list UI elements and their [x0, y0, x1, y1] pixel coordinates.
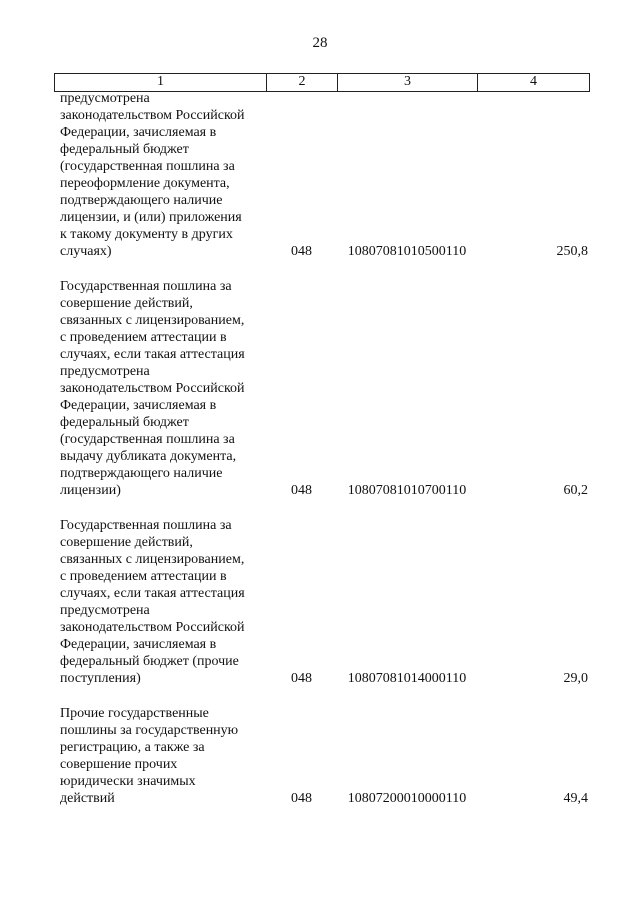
row-admin-code: 048 — [291, 483, 312, 498]
row-description: предусмотрена законодательством Российской Федерации, зачисляемая в федеральный бюджет (государственная пошлина за переоформление документа, подтверждающего наличие лицензии, и (или) приложения к такому документу в других случаях) — [60, 91, 245, 259]
header-col-1: 1 — [55, 74, 267, 91]
row-amount: 49,4 — [563, 791, 588, 806]
page-number: 28 — [312, 35, 328, 51]
row-amount: 250,8 — [556, 244, 588, 259]
row-description: Государственная пошлина за совершение действий, связанных с лицензированием, с проведением аттестации в случаях, если такая аттестация предусмотрена законодательством Российской Федерации, зачисляемая в федеральный бюджет (прочие поступления) — [60, 518, 245, 686]
row-amount: 29,0 — [563, 671, 588, 686]
row-budget-code: 10807081014000110 — [347, 671, 467, 686]
table-body — [54, 90, 588, 807]
row-budget-code: 10807200010000110 — [347, 791, 467, 806]
row-admin-code: 048 — [291, 791, 312, 806]
table-row — [54, 705, 588, 807]
row-amount: 60,2 — [563, 483, 588, 498]
row-budget-code: 10807081010700110 — [347, 483, 467, 498]
row-budget-code: 10807081010500110 — [347, 244, 467, 259]
table-row — [54, 517, 588, 687]
header-col-2: 2 — [267, 74, 338, 91]
table-row — [54, 90, 588, 260]
table-row — [54, 278, 588, 499]
header-col-4: 4 — [530, 74, 537, 89]
header-col-3: 3 — [338, 74, 478, 91]
row-description: Прочие государственные пошлины за государственную регистрацию, а также за совершение прочих юридически значимых действий — [60, 706, 239, 806]
row-admin-code: 048 — [291, 244, 312, 259]
row-admin-code: 048 — [291, 671, 312, 686]
row-description: Государственная пошлина за совершение действий, связанных с лицензированием, с проведением аттестации в случаях, если такая аттестация предусмотрена законодательством Российской Федерации, зачисляемая в федеральный бюджет (государственная пошлина за выдачу дубликата документа, подтверждающего наличие лицензии) — [60, 279, 245, 498]
